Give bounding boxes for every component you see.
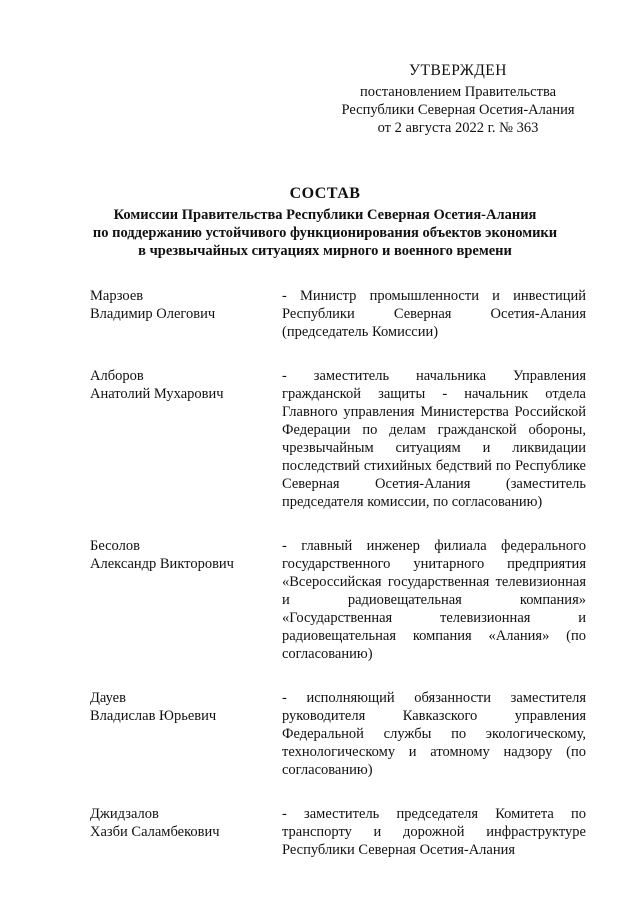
member-role: - заместитель начальника Управления гражданской защиты - начальник отдела Главного управления Министерства Российской Федерации по делам гражданской обороны, чрезвычайным ситуациям и ликвидации последствий стихийных бедствий по Республике Северная Осетия-Алания (заместитель председателя комиссии, по согласованию) <box>282 368 586 510</box>
member-name <box>90 287 282 341</box>
member-entry <box>90 537 586 663</box>
member-role: - главный инженер филиала федерального государственного унитарного предприятия «Всероссийская государственная телевизионная и радиовещательная компания» «Государственная телевизионная и радиовещательная компания «Алания» (по согласованию) <box>282 538 586 662</box>
member-given-name: Владимир Олегович <box>90 306 216 322</box>
member-entry <box>90 287 586 341</box>
members-list <box>90 287 586 885</box>
approval-line-3: от 2 августа 2022 г. № 363 <box>377 120 539 136</box>
member-role: - исполняющий обязанности заместителя руководителя Кавказского управления Федеральной службы по экологическому, технологическому и атомному надзору (по согласованию) <box>282 690 586 778</box>
member-surname: Дауев <box>90 690 126 706</box>
member-role: - Министр промышленности и инвестиций Республики Северная Осетия-Алания (председатель Комиссии) <box>282 288 586 340</box>
member-surname: Бесолов <box>90 538 140 554</box>
title-line-1: Комиссии Правительства Республики Северная Осетия-Алания <box>113 207 537 223</box>
member-name <box>90 805 282 859</box>
member-entry <box>90 689 586 779</box>
member-name <box>90 689 282 779</box>
member-given-name: Анатолий Мухарович <box>90 386 224 402</box>
member-given-name: Хазби Саламбекович <box>90 824 220 840</box>
approval-line-2: Республики Северная Осетия-Алания <box>341 102 575 118</box>
member-surname: Алборов <box>90 368 144 384</box>
member-role: - заместитель председателя Комитета по транспорту и дорожной инфраструктуре Республики Северная Осетия-Алания <box>282 806 586 858</box>
member-entry <box>90 367 586 511</box>
member-name <box>90 367 282 511</box>
member-surname: Марзоев <box>90 288 144 304</box>
member-entry <box>90 805 586 859</box>
approval-line-1: постановлением Правительства <box>359 84 557 100</box>
title-main: СОСТАВ <box>289 185 361 202</box>
title-line-3: в чрезвычайных ситуациях мирного и военного времени <box>138 243 512 259</box>
approval-heading: УТВЕРЖДЕН <box>409 62 507 79</box>
member-surname: Джидзалов <box>90 806 159 822</box>
member-given-name: Александр Викторович <box>90 556 234 572</box>
title-line-2: по поддержанию устойчивого функционирования объектов экономики <box>92 225 558 241</box>
member-given-name: Владислав Юрьевич <box>90 708 217 724</box>
member-name <box>90 537 282 663</box>
approval-stamp <box>330 62 586 137</box>
document-title <box>70 185 580 260</box>
